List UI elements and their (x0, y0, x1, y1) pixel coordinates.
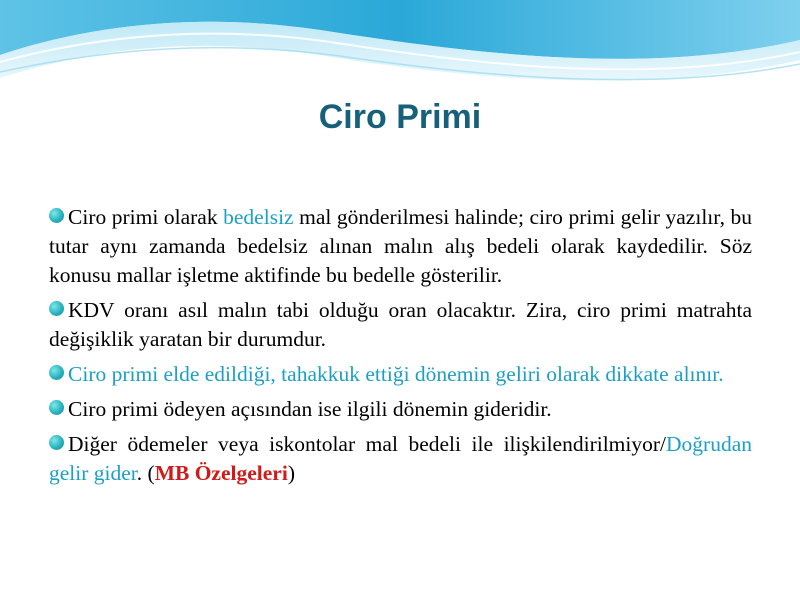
highlight-text: Doğrudan gelir gider (49, 432, 752, 485)
bullet-text: Ciro primi elde edildiği, tahakkuk ettiği dönemin geliri olarak dikkate alınır. (68, 362, 724, 386)
bullet-icon (49, 400, 64, 415)
bullet-list (49, 203, 752, 494)
list-item (49, 395, 752, 424)
bullet-text: KDV oranı asıl malın tabi olduğu oran olacaktır. Zira, ciro primi matrahta değişiklik yaratan bir durumdur. (49, 298, 752, 351)
bullet-text: Diğer ödemeler veya iskontolar mal bedeli ile ilişkilendirilmiyor/ (68, 432, 667, 456)
highlight-text: bedelsiz (223, 205, 294, 229)
slide-title: Ciro Primi (318, 98, 482, 136)
bullet-text: mal gönderilmesi halinde; ciro primi gelir yazılır, bu tutar aynı zamanda bedelsiz alınan malın alış bedeli olarak kaydedilir. Söz konusu mallar işletme aktifinde bu bedelle gösterilir. (49, 205, 752, 287)
bullet-text: . ( (136, 461, 155, 485)
bullet-icon (49, 301, 64, 316)
list-item (49, 430, 752, 488)
reference-text: MB Özelgeleri (154, 461, 288, 485)
bullet-icon (49, 435, 64, 450)
header-wave-decoration (0, 0, 800, 110)
list-item (49, 203, 752, 290)
bullet-text: Ciro primi olarak (68, 205, 224, 229)
list-item (49, 296, 752, 354)
bullet-text: Ciro primi ödeyen açısından ise ilgili dönemin gideridir. (68, 397, 552, 421)
bullet-icon (49, 208, 64, 223)
bullet-icon (49, 365, 64, 380)
bullet-text: ) (287, 461, 295, 485)
list-item (49, 360, 752, 389)
